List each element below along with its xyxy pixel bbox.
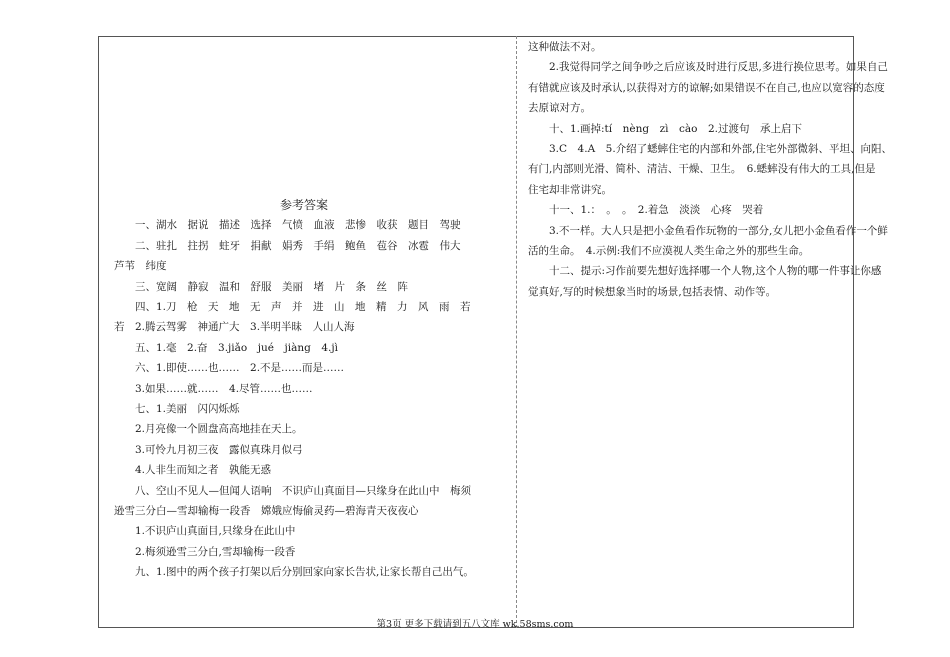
answer-line: 有门,内部则光滑、简朴、清洁、干燥、卫生。 6.蟋蟀没有伟大的工具,但是 <box>528 163 876 176</box>
answer-line: 有错就应该及时承认,以获得对方的谅解;如果错误不在自己,也应以宽容的态度 <box>528 81 885 94</box>
page-footer: 第3页 更多下载请到五八文库 wk.58sms.com <box>376 619 574 630</box>
answer-line: 这种做法不对。 <box>528 41 602 53</box>
answer-line: 1.不识庐山真面目,只缘身在此山中 <box>135 525 296 538</box>
answer-line: 四、1.刀 枪 天 地 无 声 并 进 山 地 精 力 风 雨 若 <box>135 301 471 314</box>
answer-line: 八、空山不见人—但闻人语响 不识庐山真面目—只缘身在此山中 梅须 <box>135 484 471 497</box>
answer-line: 活的生命。 4.示例:我们不应漠视人类生命之外的那些生命。 <box>528 245 810 258</box>
left-column <box>114 195 494 583</box>
answer-line: 3.如果……就…… 4.尽管……也…… <box>135 382 313 395</box>
answer-line: 3.不一样。大人只是把小金鱼看作玩物的一部分,女儿把小金鱼看作一个鲜 <box>549 224 888 237</box>
answer-line: 三、宽阔 静寂 温和 舒服 美丽 堵 片 条 丝 阵 <box>135 280 408 293</box>
answer-line: 逊雪三分白—雪却输梅一段香 嫦娥应悔偷灵药—碧海青天夜夜心 <box>114 505 419 518</box>
answer-line: 2.我觉得同学之间争吵之后应该及时进行反思,多进行换位思考。如果自己 <box>549 61 888 74</box>
answer-line: 去原谅对方。 <box>528 102 591 115</box>
page-title: 参考答案 <box>279 198 328 212</box>
answer-line: 3.可怜九月初三夜 露似真珠月似弓 <box>135 443 303 456</box>
answer-line: 4.人非生而知之者 孰能无惑 <box>135 464 272 477</box>
answer-line: 十二、提示:习作前要先想好选择哪一个人物,这个人物的哪一件事让你感 <box>549 265 882 278</box>
left-answer-lines <box>114 215 494 582</box>
answer-line: 十一、1.： 。 。 2.着急 淡淡 心疼 哭着 <box>549 204 764 217</box>
right-answer-lines <box>528 37 918 302</box>
answer-line: 六、1.即使……也…… 2.不是……而是…… <box>135 362 345 375</box>
answer-line: 十、1.画掉:tí nèng zì cào 2.过渡句 承上启下 <box>549 122 802 135</box>
answer-line: 3.C 4.A 5.介绍了蟋蟀住宅的内部和外部,住宅外部微斜、平坦、向阳、 <box>549 143 893 156</box>
answer-line: 一、湖水 据说 描述 选择 气愤 血液 悲惨 收获 题目 驾驶 <box>135 219 461 232</box>
answer-line: 五、1.毫 2.奋 3.jiǎo jué jiàng 4.jì <box>135 341 338 354</box>
column-divider <box>516 36 517 628</box>
answer-line: 2.梅须逊雪三分白,雪却输梅一段香 <box>135 545 296 558</box>
answer-line: 二、驻扎 拄拐 蛀牙 捐献 娟秀 手绢 鲍鱼 苞谷 冰雹 伟大 <box>135 239 461 252</box>
answer-line: 芦苇 纬度 <box>114 260 167 273</box>
answer-line: 九、1.图中的两个孩子打架以后分别回家向家长告状,让家长帮自己出气。 <box>135 566 474 579</box>
answer-line: 若 2.腾云驾雾 神通广大 3.半明半昧 人山人海 <box>114 321 355 334</box>
right-column <box>528 37 918 302</box>
answer-line: 2.月亮像一个圆盘高高地挂在天上。 <box>135 423 303 436</box>
answer-line: 住宅却非常讲究。 <box>528 183 612 196</box>
answer-line: 七、1.美丽 闪闪烁烁 <box>135 403 240 416</box>
answer-line: 觉真好,写的时候想象当时的场景,包括表情、动作等。 <box>528 285 777 298</box>
